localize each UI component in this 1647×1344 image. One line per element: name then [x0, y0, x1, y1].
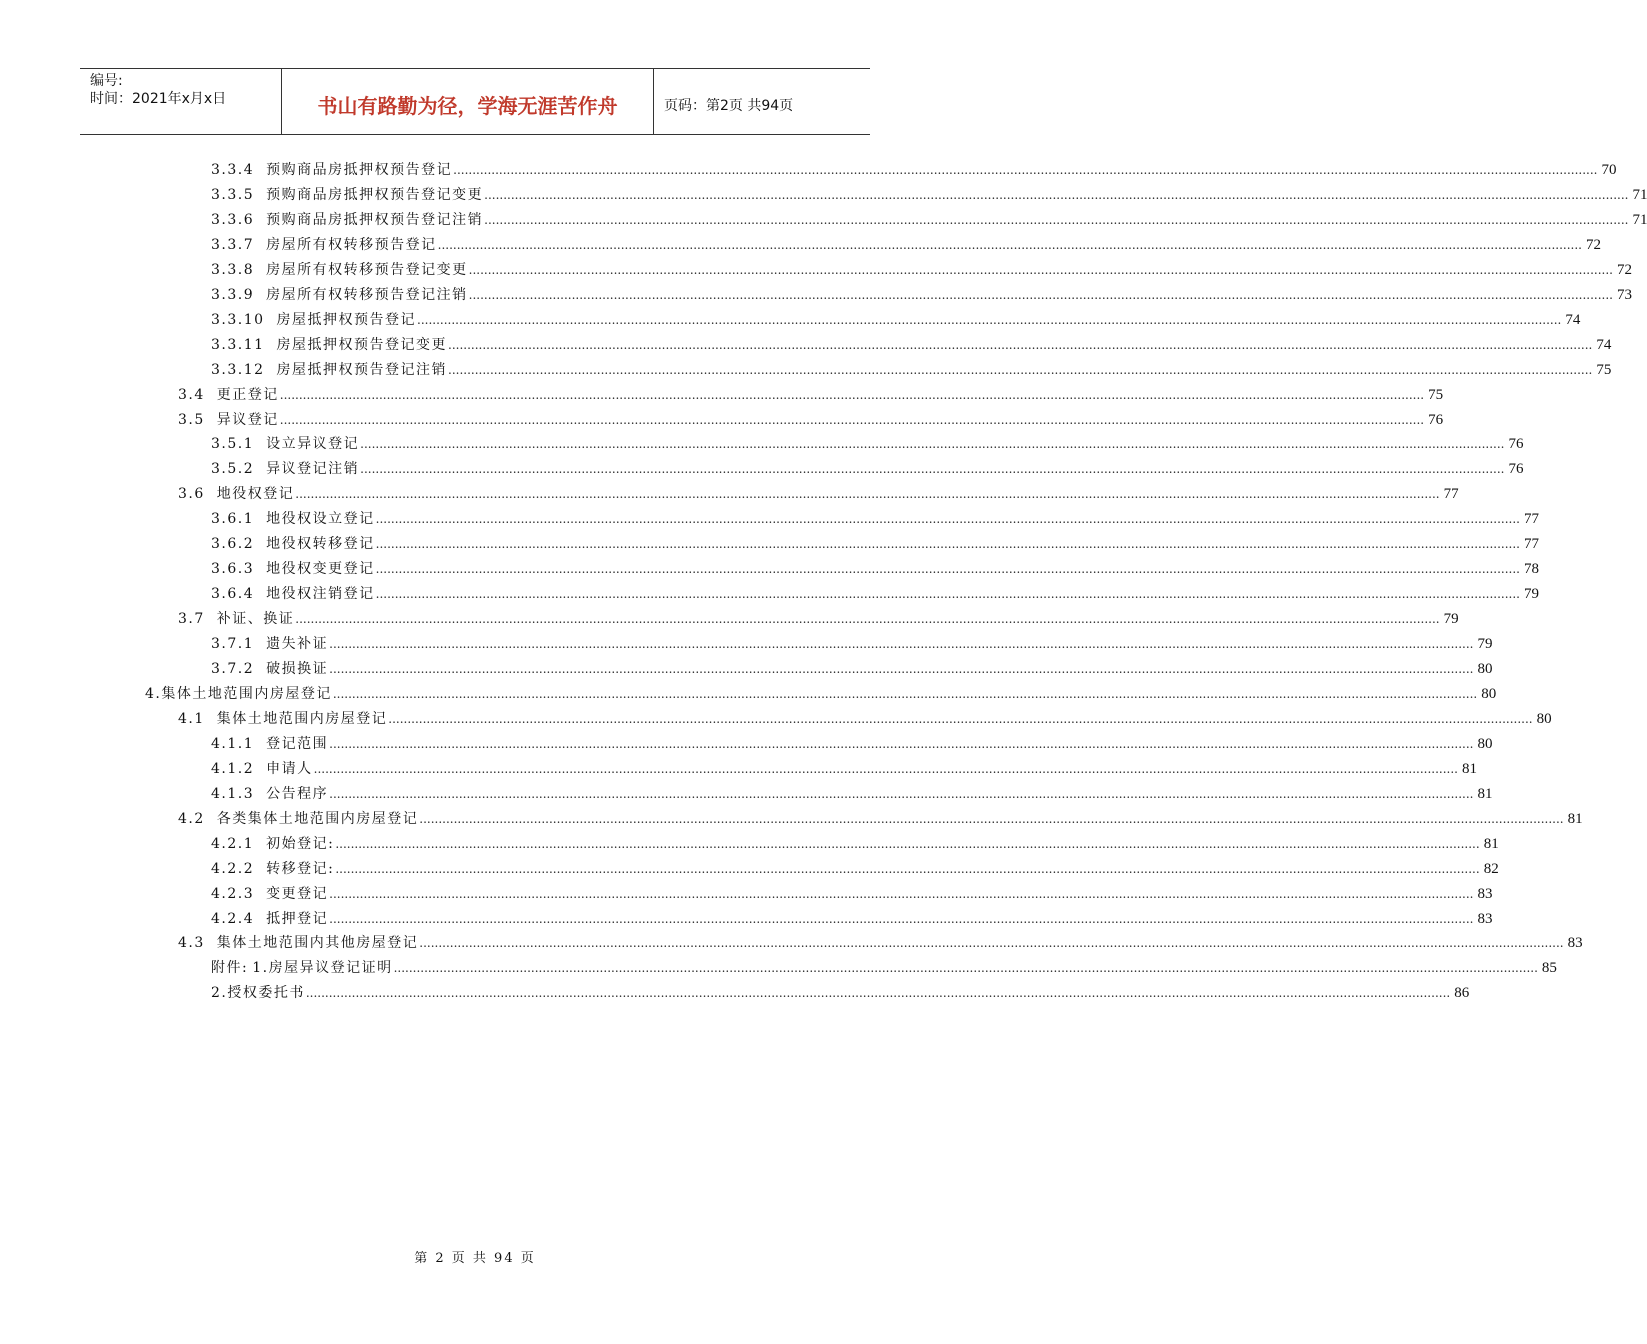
toc-entry-page: 77	[1443, 486, 1459, 503]
toc-entry-number: 3.7.1	[211, 636, 255, 653]
toc-entry-title: 地役权注销登记	[266, 586, 375, 603]
toc-entry-page: 76	[1508, 461, 1524, 478]
toc-leader-dots: ............................................................................................................................................................................................................................................................................................................	[329, 736, 1474, 751]
toc-entry-title: 地役权变更登记	[266, 561, 375, 578]
toc-entry[interactable]	[211, 907, 1493, 931]
toc-entry[interactable]	[178, 607, 1459, 631]
toc-leader-dots: ............................................................................................................................................................................................................................................................................................................	[360, 437, 1505, 452]
toc-entry-title: 2.授权委托书	[211, 985, 305, 1002]
toc-entry-number: 4.2.1	[211, 835, 255, 852]
toc-entry[interactable]	[178, 807, 1583, 831]
toc-entry-number: 附件:	[211, 960, 249, 977]
toc-entry-number: 4.2.2	[211, 860, 255, 877]
toc-entry-page: 77	[1523, 511, 1539, 528]
toc-entry[interactable]	[211, 832, 1499, 856]
toc-entry-number: 3.5.1	[211, 436, 255, 453]
toc-entry-page: 82	[1483, 860, 1499, 877]
header-code-label: 编号:	[90, 73, 123, 89]
toc-leader-dots: ............................................................................................................................................................................................................................................................................................................	[329, 886, 1474, 901]
toc-entry[interactable]	[211, 782, 1493, 806]
toc-leader-dots: ............................................................................................................................................................................................................................................................................................................	[417, 312, 1562, 327]
toc-entry-number: 3.3.5	[211, 186, 255, 203]
toc-leader-dots: ............................................................................................................................................................................................................................................................................................................	[453, 163, 1598, 177]
toc-entry-page: 72	[1616, 261, 1632, 278]
toc-entry-number: 3.4	[178, 386, 205, 403]
toc-entry-title: 公告程序	[266, 785, 329, 802]
toc-entry-title: 地役权登记	[216, 486, 295, 503]
toc-entry-title: 变更登记	[266, 885, 329, 902]
toc-entry-title: 破损换证	[266, 661, 329, 677]
toc-entry-number: 3.3.9	[211, 286, 255, 303]
toc-entry-number: 4.2	[178, 810, 205, 827]
toc-leader-dots: ............................................................................................................................................................................................................................................................................................................	[329, 786, 1474, 801]
toc-leader-dots: ............................................................................................................................................................................................................................................................................................................	[279, 387, 1425, 402]
toc-entry-number: 3.3.7	[211, 236, 255, 253]
toc-entry[interactable]	[211, 183, 1647, 207]
toc-leader-dots: ............................................................................................................................................................................................................................................................................................................	[419, 936, 1564, 951]
toc-entry-number: 3.3.6	[211, 211, 255, 228]
toc-entry[interactable]	[211, 657, 1493, 681]
toc-entry-page: 81	[1567, 810, 1583, 827]
toc-entry-page: 78	[1523, 561, 1539, 578]
toc-entry-title: 预购商品房抵押权预告登记注销	[266, 211, 484, 228]
toc-entry[interactable]	[211, 956, 1557, 980]
toc-entry-number: 3.5.2	[211, 461, 255, 478]
toc-entry[interactable]	[211, 457, 1524, 481]
toc-leader-dots: ............................................................................................................................................................................................................................................................................................................	[448, 337, 1593, 352]
toc-entry[interactable]	[211, 507, 1539, 531]
toc-leader-dots: ............................................................................................................................................................................................................................................................................................................	[468, 287, 1613, 302]
toc-entry[interactable]	[211, 432, 1524, 456]
toc-entry-number: 4.1	[178, 710, 205, 727]
toc-entry-title: 设立异议登记	[266, 436, 360, 453]
toc-leader-dots: ............................................................................................................................................................................................................................................................................................................	[279, 412, 1425, 427]
toc-leader-dots: ............................................................................................................................................................................................................................................................................................................	[375, 562, 1520, 577]
toc-leader-dots: ............................................................................................................................................................................................................................................................................................................	[329, 911, 1474, 926]
toc-entry-number: 4.2.4	[211, 910, 255, 927]
toc-entry-title: 登记范围	[266, 735, 329, 752]
toc-entry[interactable]	[211, 158, 1617, 182]
toc-entry-title: 抵押登记	[266, 910, 329, 927]
toc-entry[interactable]	[178, 931, 1583, 955]
toc-leader-dots: ............................................................................................................................................................................................................................................................................................................	[375, 512, 1520, 527]
toc-entry-page: 80	[1481, 685, 1497, 702]
toc-entry-page: 80	[1536, 710, 1552, 727]
toc-entry-title: 集体土地范围内房屋登记	[216, 710, 388, 727]
toc-entry[interactable]	[211, 532, 1539, 556]
toc-leader-dots: ............................................................................................................................................................................................................................................................................................................	[388, 711, 1533, 726]
toc-entry[interactable]	[178, 383, 1444, 407]
toc-entry[interactable]	[211, 882, 1493, 906]
toc-leader-dots: ............................................................................................................................................................................................................................................................................................................	[360, 462, 1505, 477]
toc-leader-dots: ............................................................................................................................................................................................................................................................................................................	[329, 662, 1474, 676]
toc-entry[interactable]	[145, 682, 1497, 706]
toc-entry[interactable]	[211, 582, 1539, 606]
toc-entry-page: 71	[1632, 211, 1647, 228]
toc-entry-page: 86	[1454, 985, 1470, 1002]
toc-entry[interactable]	[178, 482, 1459, 506]
toc-entry-title: 异议登记	[216, 411, 279, 428]
toc-entry-page: 79	[1477, 636, 1493, 653]
toc-entry-title: 地役权设立登记	[266, 511, 375, 528]
toc-entry-number: 3.6	[178, 486, 205, 503]
toc-entry-page: 75	[1596, 361, 1612, 378]
header-meta	[80, 69, 282, 134]
toc-entry-page: 77	[1523, 536, 1539, 553]
toc-entry[interactable]	[211, 333, 1612, 357]
toc-entry-page: 70	[1601, 162, 1617, 178]
toc-entry-title: 遗失补证	[266, 636, 329, 653]
page-footer: 第 2 页 共 94 页	[414, 1251, 536, 1266]
toc-entry-page: 81	[1477, 785, 1493, 802]
toc-entry-page: 71	[1632, 186, 1647, 203]
toc-leader-dots: ............................................................................................................................................................................................................................................................................................................	[448, 362, 1593, 377]
toc-entry[interactable]	[211, 283, 1632, 307]
toc-entry-title: 集体土地范围内其他房屋登记	[216, 935, 419, 952]
toc-entry-page: 79	[1523, 586, 1539, 603]
toc-entry[interactable]	[211, 358, 1612, 382]
toc-entry-title: 1.房屋异议登记证明	[252, 960, 393, 977]
toc-entry-page: 85	[1541, 960, 1557, 977]
toc-entry-title: 房屋抵押权预告登记变更	[276, 336, 448, 353]
toc-leader-dots: ............................................................................................................................................................................................................................................................................................................	[329, 637, 1474, 652]
toc-leader-dots: ............................................................................................................................................................................................................................................................................................................	[484, 187, 1629, 202]
toc-entry-page: 81	[1483, 835, 1499, 852]
toc-entry-title: 房屋抵押权预告登记	[276, 311, 417, 328]
toc-entry-title: 初始登记:	[266, 835, 335, 852]
toc-entry-title: 地役权转移登记	[266, 536, 375, 553]
toc-entry-number: 3.5	[178, 411, 205, 428]
toc-entry-number: 3.3.8	[211, 261, 255, 278]
toc-entry-page: 83	[1477, 885, 1493, 902]
toc-entry-title: 异议登记注销	[266, 461, 360, 478]
toc-entry-number: 4.2.3	[211, 885, 255, 902]
toc-entry-title: 各类集体土地范围内房屋登记	[216, 810, 419, 827]
toc-entry-page: 80	[1477, 661, 1493, 677]
toc-entry[interactable]	[211, 557, 1539, 581]
toc-entry-title: 房屋所有权转移预告登记注销	[266, 286, 468, 303]
toc-entry[interactable]	[211, 308, 1581, 332]
toc-entry-title: 转移登记:	[266, 860, 335, 877]
toc-leader-dots: ............................................................................................................................................................................................................................................................................................................	[437, 237, 1582, 252]
toc-entry[interactable]	[211, 757, 1477, 781]
toc-entry[interactable]	[178, 707, 1552, 731]
toc-entry-number: 3.6.1	[211, 511, 255, 528]
toc-entry-number: 4.1.1	[211, 735, 255, 752]
toc-leader-dots: ............................................................................................................................................................................................................................................................................................................	[332, 686, 1478, 701]
toc-entry[interactable]	[211, 732, 1493, 756]
toc-entry[interactable]	[211, 632, 1493, 656]
toc-entry-number: 4.	[145, 685, 162, 702]
toc-leader-dots: ............................................................................................................................................................................................................................................................................................................	[375, 587, 1520, 602]
toc-entry-number: 3.7	[178, 611, 205, 628]
toc-leader-dots: ............................................................................................................................................................................................................................................................................................................	[313, 761, 1458, 776]
toc-leader-dots: ............................................................................................................................................................................................................................................................................................................	[468, 262, 1613, 277]
toc-entry-page: 75	[1428, 386, 1444, 403]
toc-entry-title: 房屋抵押权预告登记注销	[276, 361, 448, 378]
toc-entry[interactable]	[211, 981, 1470, 1005]
toc-entry-title: 集体土地范围内房屋登记	[161, 685, 332, 702]
toc-entry-page: 83	[1567, 935, 1583, 952]
toc-entry[interactable]	[211, 208, 1647, 232]
toc-entry-number: 3.3.11	[211, 336, 265, 353]
toc-entry-number: 4.1.2	[211, 760, 255, 777]
toc-entry[interactable]	[211, 258, 1632, 282]
toc-leader-dots: ............................................................................................................................................................................................................................................................................................................	[393, 961, 1538, 976]
toc-entry-number: 3.3.12	[211, 361, 265, 378]
toc-entry-title: 预购商品房抵押权预告登记	[266, 162, 453, 178]
toc-entry-page: 76	[1428, 411, 1444, 428]
toc-entry-page: 80	[1477, 735, 1493, 752]
toc-leader-dots: ............................................................................................................................................................................................................................................................................................................	[375, 537, 1520, 552]
toc-entry-title: 更正登记	[216, 386, 279, 403]
toc-entry[interactable]	[178, 408, 1444, 432]
toc-entry-page: 79	[1443, 611, 1459, 628]
toc-entry-title: 补证、换证	[216, 611, 295, 628]
header-date-label: 时间：2021年x月x日	[90, 91, 227, 107]
toc-entry-number: 4.3	[178, 935, 205, 952]
page-header	[80, 68, 870, 135]
toc-leader-dots: ............................................................................................................................................................................................................................................................................................................	[295, 487, 1440, 502]
toc-entry-page: 76	[1508, 436, 1524, 453]
toc-entry-page: 74	[1596, 336, 1612, 353]
toc-entry-number: 3.7.2	[211, 661, 255, 677]
toc-entry-title: 预购商品房抵押权预告登记变更	[266, 186, 484, 203]
toc-entry-number: 4.1.3	[211, 785, 255, 802]
toc-entry-title: 申请人	[266, 760, 313, 777]
toc-leader-dots: ............................................................................................................................................................................................................................................................................................................	[335, 861, 1480, 876]
toc-entry-page: 81	[1461, 760, 1477, 777]
toc-leader-dots: ............................................................................................................................................................................................................................................................................................................	[335, 836, 1480, 851]
toc-entry-number: 3.6.3	[211, 561, 255, 578]
toc-entry-title: 房屋所有权转移预告登记	[266, 236, 437, 253]
toc-entry-number: 3.6.4	[211, 586, 255, 603]
toc-entry-page: 83	[1477, 910, 1493, 927]
toc-entry-page: 72	[1585, 236, 1601, 253]
toc-entry-page: 73	[1616, 286, 1632, 303]
toc-leader-dots: ............................................................................................................................................................................................................................................................................................................	[305, 986, 1451, 1001]
header-motto: 书山有路勤为径，学海无涯苦作舟	[282, 69, 654, 134]
toc-leader-dots: ............................................................................................................................................................................................................................................................................................................	[484, 212, 1629, 227]
toc-entry-number: 3.3.4	[211, 162, 255, 178]
toc-leader-dots: ............................................................................................................................................................................................................................................................................................................	[419, 811, 1564, 826]
toc-entry-number: 3.3.10	[211, 311, 265, 328]
header-page-info: 页码：第2页 共94页	[664, 97, 794, 114]
toc-leader-dots: ............................................................................................................................................................................................................................................................................................................	[295, 612, 1440, 627]
toc-entry-title: 房屋所有权转移预告登记变更	[266, 261, 468, 278]
toc-entry[interactable]	[211, 233, 1601, 257]
toc-entry-number: 3.6.2	[211, 536, 255, 553]
toc-entry-page: 74	[1565, 311, 1581, 328]
toc-entry[interactable]	[211, 857, 1499, 881]
